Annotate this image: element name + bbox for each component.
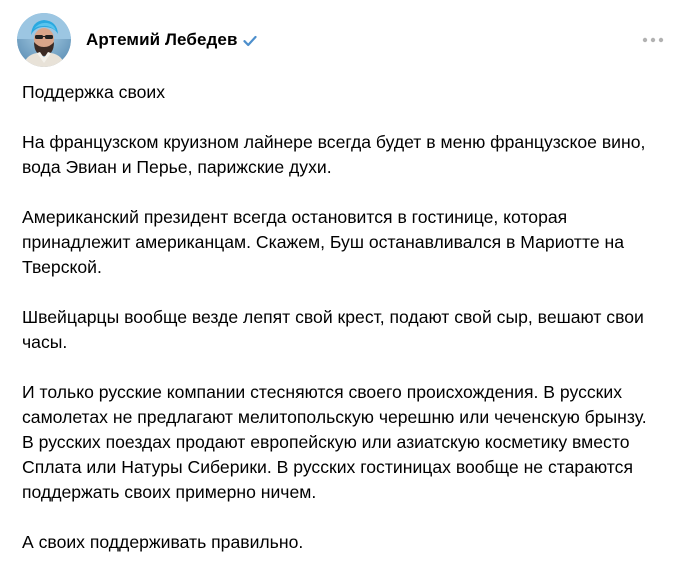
- text-line: Американский президент всегда остановится в гостинице, которая: [22, 207, 568, 227]
- author-name[interactable]: Артемий Лебедев: [86, 30, 238, 49]
- post-paragraph: [22, 130, 672, 180]
- post-paragraph: [22, 380, 672, 505]
- post-text: [22, 80, 672, 580]
- post-paragraph: [22, 205, 672, 280]
- text-line: поддержать своих примерно ничем.: [22, 482, 317, 502]
- text-line: Швейцарцы вообще везде лепят свой крест, подают свой сыр, вешают свои: [22, 307, 644, 327]
- text-line: самолетах не предлагают мелитопольскую черешню или чеченскую брынзу.: [22, 407, 647, 427]
- text-line: В русских поездах продают европейскую или азиатскую косметику вместо: [22, 432, 630, 452]
- author-line: [86, 29, 257, 51]
- text-line: Тверской.: [22, 257, 102, 277]
- text-line: А своих поддерживать правильно.: [22, 532, 304, 552]
- text-line: На французском круизном лайнере всегда будет в меню французское вино,: [22, 132, 646, 152]
- post-paragraph: [22, 305, 672, 355]
- avatar-image: [17, 13, 71, 67]
- text-line: Сплата или Натуры Сиберики. В русских гостиницах вообще не стараются: [22, 457, 633, 477]
- text-line: часы.: [22, 332, 68, 352]
- more-dots-icon[interactable]: [639, 32, 667, 48]
- text-line: принадлежит американцам. Скажем, Буш останавливался в Мариотте на: [22, 232, 625, 252]
- verified-checkmark-icon: [243, 34, 257, 48]
- text-line: Поддержка своих: [22, 82, 166, 102]
- post-header: [17, 13, 667, 69]
- post-paragraph: [22, 530, 672, 555]
- post-title: [22, 80, 672, 105]
- text-line: вода Эвиан и Перье, парижские духи.: [22, 157, 332, 177]
- text-line: И только русские компании стесняются своего происхождения. В русских: [22, 382, 622, 402]
- author-avatar[interactable]: [17, 13, 71, 67]
